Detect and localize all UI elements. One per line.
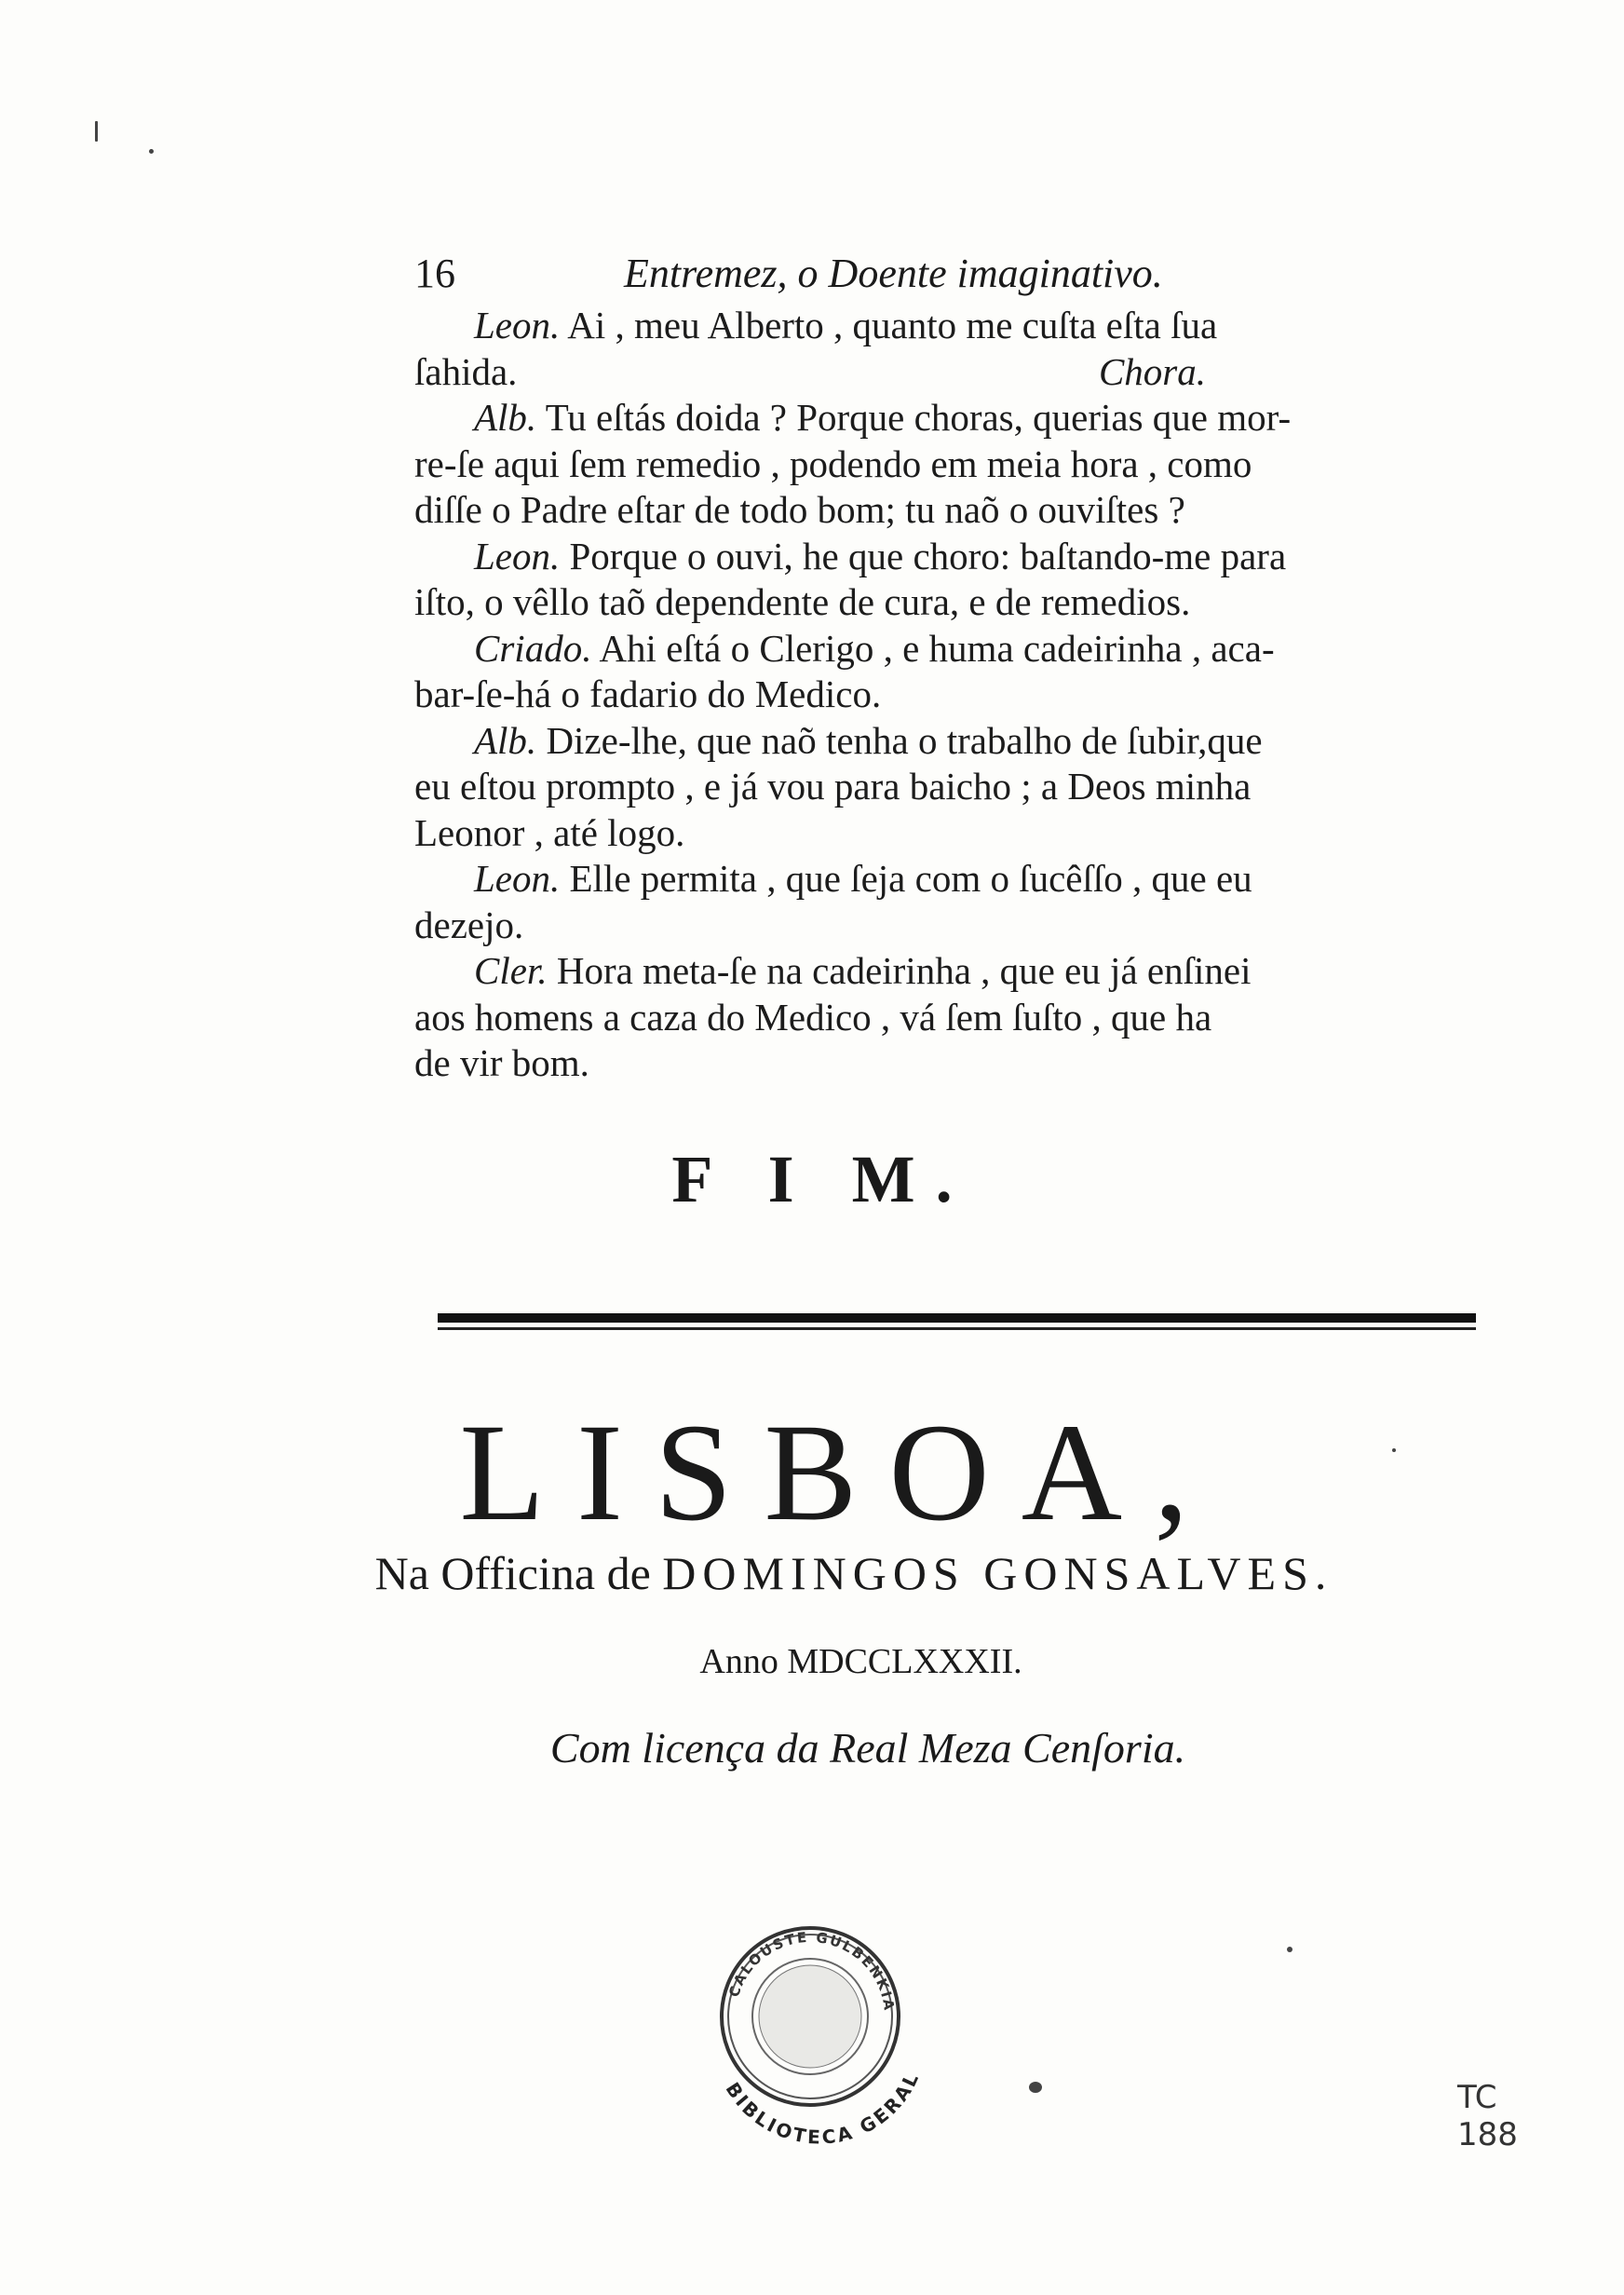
text-line <box>414 349 1206 396</box>
ink-speck <box>1287 1947 1292 1952</box>
ink-speck <box>1392 1448 1396 1452</box>
dialogue-text <box>414 303 1292 1087</box>
speaker-name: Alb. <box>474 718 537 762</box>
text-line <box>414 856 1252 903</box>
thin-rule <box>438 1327 1476 1330</box>
speaker-name: Alb. <box>474 396 537 439</box>
text-line <box>414 395 1292 441</box>
speaker-name: Leon. <box>474 534 561 577</box>
line-text: Ai , meu Alberto , quanto me cuſta eſta ſua <box>560 304 1218 346</box>
ink-speck <box>95 121 98 142</box>
handwritten-shelfmark <box>1457 2079 1518 2153</box>
stage-direction: Chora. <box>1098 349 1206 393</box>
line-text: de vir bom. <box>414 1041 589 1084</box>
imprint-city: LISBOA, <box>459 1395 1221 1550</box>
speaker-name: Leon. <box>474 304 561 346</box>
text-line <box>414 579 1206 626</box>
text-line <box>414 672 1206 718</box>
line-text: Elle permita , que ſeja com o ſucêſſo , que eu <box>560 857 1252 900</box>
running-title: Entremez, o Doente imaginativo. <box>624 251 1163 296</box>
speaker-name: Cler. <box>474 949 548 992</box>
text-line <box>414 948 1252 995</box>
text-line <box>414 995 1212 1041</box>
running-header <box>414 250 1206 306</box>
page-number: 16 <box>414 251 455 296</box>
text-line <box>414 1040 1206 1087</box>
shelfmark-line: 188 <box>1457 2116 1518 2153</box>
line-text: Hora meta-ſe na cadeirinha , que eu já enſinei <box>547 949 1252 992</box>
speaker-name: Leon. <box>474 857 561 900</box>
text-line <box>414 303 1218 349</box>
ink-speck <box>1029 2082 1042 2093</box>
shelfmark-line: TC <box>1457 2079 1497 2116</box>
imprint-prefix: Na Officina de <box>374 1547 651 1599</box>
svg-text:CALOUSTE GULBENKIAN: CALOUSTE GULBENKIA <box>725 1928 899 2014</box>
line-text: Tu eſtás doida ? Porque choras, querias que mor- <box>536 396 1292 439</box>
ink-speck <box>149 149 154 154</box>
text-line <box>414 810 1206 857</box>
text-line <box>414 903 1206 949</box>
thick-rule <box>438 1313 1476 1323</box>
line-text: eu eſtou prompto , e já vou para baicho ; a Deos minha <box>414 765 1252 808</box>
line-text: diſſe o Padre eſtar de todo bom; tu naõ o ouviſtes ? <box>414 488 1185 531</box>
library-stamp <box>698 1905 941 2147</box>
imprint-line <box>0 1546 1624 1600</box>
double-rule-divider <box>438 1313 1476 1330</box>
imprint-year: Anno MDCCLXXXII. <box>699 1642 1022 1681</box>
text-line <box>414 626 1275 672</box>
printer-name: DOMINGOS GONSALVES. <box>662 1547 1333 1599</box>
text-line <box>414 534 1287 580</box>
svg-text:BIBLIOTECA GERAL: BIBLIOTECA GERAL <box>721 2067 925 2147</box>
line-text: ſahida. <box>414 349 518 393</box>
text-line <box>414 487 1206 534</box>
text-line <box>414 441 1252 488</box>
fim-heading: F I M. <box>671 1142 973 1216</box>
line-text: aos homens a caza do Medico , vá ſem ſuſto , que ha <box>414 995 1212 1039</box>
text-line <box>414 718 1263 765</box>
line-text: Ahi eſtá o Clerigo , e huma cadeirinha , aca- <box>591 626 1275 670</box>
speaker-name: Criado. <box>474 626 592 670</box>
line-text: Porque o ouvi, he que choro: baſtando-me para <box>560 534 1287 577</box>
stamp-seal-icon <box>698 1905 941 2147</box>
line-text: dezejo. <box>414 903 524 946</box>
line-text: Leonor , até logo. <box>414 810 685 854</box>
licence-line: Com licença da Real Meza Cenſoria. <box>549 1724 1186 1772</box>
line-text: iſto, o vêllo taõ dependente de cura, e de remedios. <box>414 580 1191 623</box>
text-line <box>414 764 1252 810</box>
line-text: Dize-lhe, que naõ tenha o trabalho de ſubir,que <box>536 718 1263 762</box>
line-text: re-ſe aqui ſem remedio , podendo em meia hora , como <box>414 441 1252 485</box>
line-text: bar-ſe-há o fadario do Medico. <box>414 672 882 715</box>
